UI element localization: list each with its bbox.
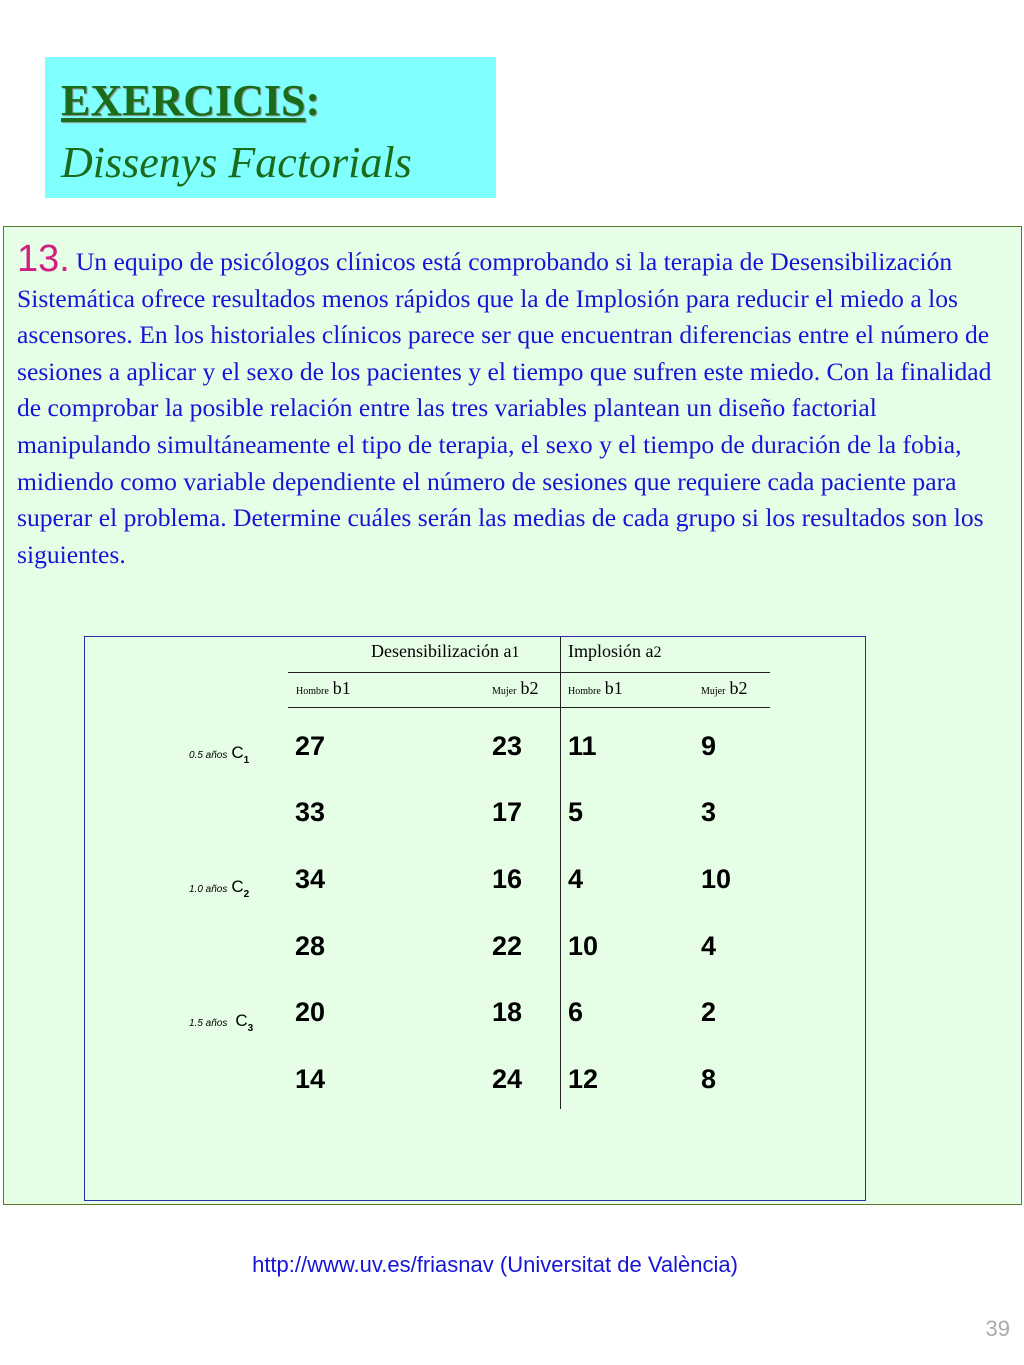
table-cell: 23 xyxy=(492,731,523,761)
table-cell: 14 xyxy=(295,1064,326,1094)
title-heading-line xyxy=(61,75,320,126)
title-colon: : xyxy=(305,76,321,125)
problem-statement xyxy=(17,238,1011,573)
header-b-mujer-a2: Mujer b2 xyxy=(701,678,748,698)
table-cell: 10 xyxy=(568,931,599,961)
footer-link[interactable]: http://www.uv.es/friasnav (Universitat de València) xyxy=(252,1252,738,1277)
header-b-hombre-a1: Hombre b1 xyxy=(296,678,351,698)
table-cell: 10 xyxy=(701,864,732,894)
table-cell: 5 xyxy=(568,797,584,827)
group-divider xyxy=(560,637,561,1109)
table-cell: 6 xyxy=(568,997,584,1027)
header-rule-top xyxy=(288,672,770,673)
header-a1: Desensibilización a1 xyxy=(371,641,520,661)
title-box xyxy=(45,57,496,198)
table-cell: 34 xyxy=(295,864,326,894)
row-label-c3: 1.5 años $C_3$ xyxy=(189,1011,254,1034)
row-label-c1: 0.5 años $C_1$ xyxy=(189,743,250,766)
table-cell: 4 xyxy=(701,931,717,961)
table-cell: 3 xyxy=(701,797,717,827)
header-a2: Implosión a2 xyxy=(568,641,662,661)
table-cell: 16 xyxy=(492,864,523,894)
title-subtitle: Dissenys Factorials xyxy=(61,138,412,187)
table-cell: 18 xyxy=(492,997,523,1027)
problem-number: 13. xyxy=(17,238,70,280)
table-cell: 2 xyxy=(701,997,717,1027)
problem-body: Un equipo de psicólogos clínicos está comprobando si la terapia de Desensibilización Sistemática ofrece resultados menos rápidos que la de Implosión para reducir el miedo a los ascensores. En los historiales clínicos parece ser que encuentran diferencias entre el número de sesiones a aplicar y el sexo de los pacientes y el tiempo que sufren este miedo. Con la finalidad de comprobar la posible relación entre las tres variables plantean un diseño factorial manipulando simultáneamente el tipo de terapia, el sexo y el tiempo de duración de la fobia, midiendo como variable dependiente el número de sesiones que requiere cada paciente para superar el problema. Determine cuáles serán las medias de cada grupo si los resultados son los siguientes. xyxy=(17,247,992,569)
table-cell: 33 xyxy=(295,797,326,827)
table-cell: 4 xyxy=(568,864,584,894)
table-cell: 17 xyxy=(492,797,523,827)
header-b-hombre-a2: Hombre b1 xyxy=(568,678,623,698)
table-cell: 11 xyxy=(568,731,597,761)
table-cell: 28 xyxy=(295,931,326,961)
table-cell: 20 xyxy=(295,997,326,1027)
header-rule-bottom xyxy=(288,707,770,708)
table-cell: 22 xyxy=(492,931,523,961)
table-cell: 12 xyxy=(568,1064,599,1094)
table-cell: 9 xyxy=(701,731,717,761)
table-cell: 27 xyxy=(295,731,326,761)
header-b-mujer-a1: Mujer b2 xyxy=(492,678,539,698)
row-label-c2: 1.0 años $C_2$ xyxy=(189,877,250,900)
title-heading: EXERCICIS xyxy=(61,76,306,125)
table-cell: 8 xyxy=(701,1064,717,1094)
table-cell: 24 xyxy=(492,1064,523,1094)
data-table xyxy=(84,636,866,1201)
page-number: 39 xyxy=(985,1316,1010,1341)
